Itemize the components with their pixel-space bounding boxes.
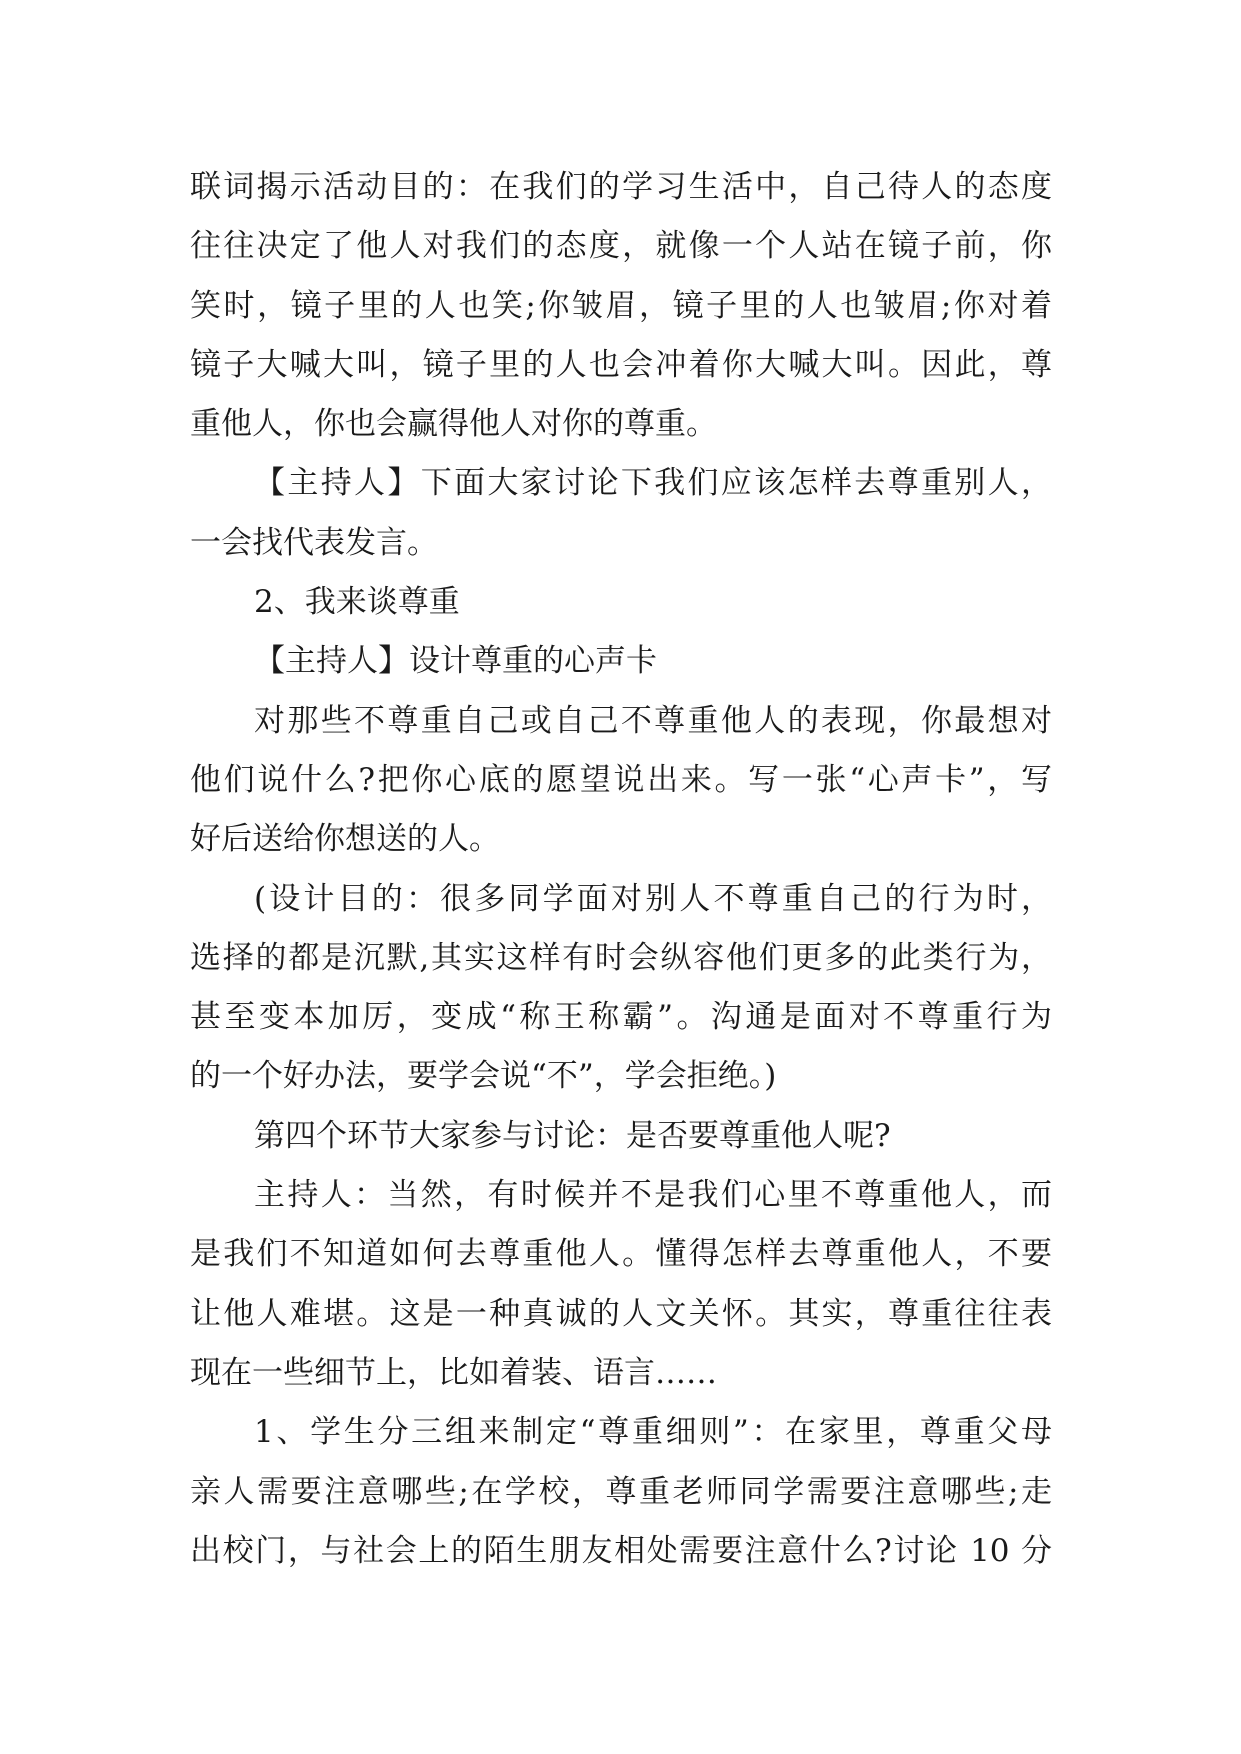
text-line: 第四个环节大家参与讨论：是否要尊重他人呢? <box>254 1117 891 1154</box>
text-line: 重他人，你也会赢得他人对你的尊重。 <box>190 406 717 443</box>
text-line: 往往决定了他人对我们的态度，就像一个人站在镜子前，你 <box>190 228 1052 265</box>
text-line: 笑时，镜子里的人也笑;你皱眉，镜子里的人也皱眉;你对着 <box>190 287 1052 324</box>
text-line: 出校门，与社会上的陌生朋友相处需要注意什么?讨论 10 分 <box>190 1532 1052 1569</box>
text-line: (设计目的：很多同学面对别人不尊重自己的行为时， <box>254 880 1052 917</box>
text-line: 联词揭示活动目的：在我们的学习生活中，自己待人的态度 <box>190 169 1052 205</box>
text-line: 是我们不知道如何去尊重他人。懂得怎样去尊重他人，不要 <box>190 1236 1052 1273</box>
text-line: 镜子大喊大叫，镜子里的人也会冲着你大喊大叫。因此，尊 <box>190 346 1052 383</box>
body-text <box>190 158 1052 1581</box>
text-line: 好后送给你想送的人。 <box>190 821 500 858</box>
text-line: 2、我来谈尊重 <box>254 584 460 621</box>
text-line: 主持人：当然，有时候并不是我们心里不尊重他人，而 <box>254 1177 1052 1214</box>
text-line: 选择的都是沉默,其实这样有时会纵容他们更多的此类行为， <box>190 939 1052 976</box>
text-line: 一会找代表发言。 <box>190 524 438 561</box>
text-line: 让他人难堪。这是一种真诚的人文关怀。其实，尊重往往表 <box>190 1295 1052 1332</box>
text-line: 亲人需要注意哪些;在学校，尊重老师同学需要注意哪些;走 <box>190 1473 1052 1510</box>
text-line: 【主持人】下面大家讨论下我们应该怎样去尊重别人， <box>254 465 1052 502</box>
text-line: 他们说什么?把你心底的愿望说出来。写一张“心声卡”，写 <box>190 761 1052 798</box>
text-line: 【主持人】设计尊重的心声卡 <box>254 643 657 680</box>
text-line: 对那些不尊重自己或自己不尊重他人的表现，你最想对 <box>254 702 1052 739</box>
text-line: 1、学生分三组来制定“尊重细则”：在家里，尊重父母 <box>254 1414 1052 1451</box>
text-line: 甚至变本加厉，变成“称王称霸”。沟通是面对不尊重行为 <box>190 999 1052 1036</box>
text-line: 现在一些细节上，比如着装、语言…… <box>190 1354 717 1391</box>
text-line: 的一个好办法，要学会说“不”，学会拒绝。) <box>190 1058 777 1095</box>
